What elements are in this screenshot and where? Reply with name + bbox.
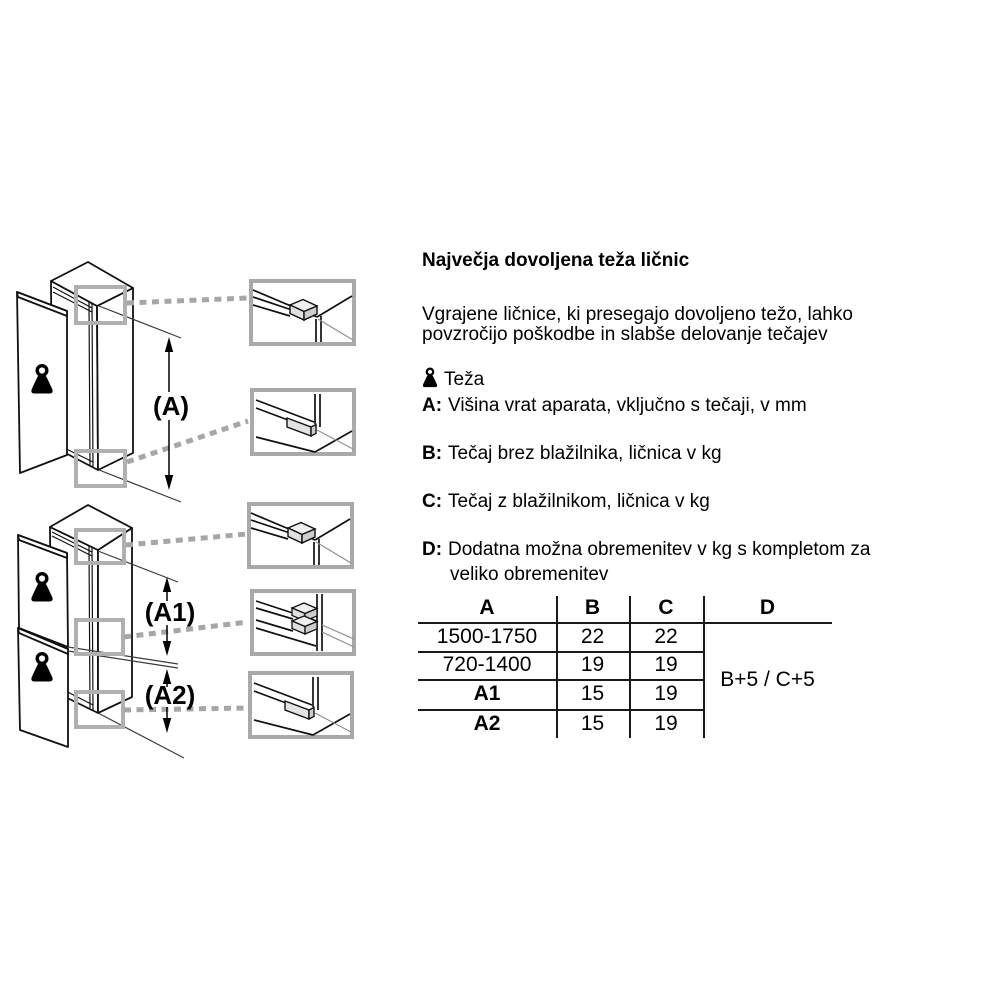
- page-title: Največja dovoljena teža ličnic: [422, 250, 690, 271]
- legend-key-c: C:: [422, 491, 443, 512]
- callout-connector-lines: [124, 298, 248, 710]
- hinge-detail-middle: [252, 591, 354, 654]
- weight-icon: [422, 367, 438, 388]
- legend-weight-label: Teža: [444, 369, 485, 390]
- table-header-rule: [418, 622, 832, 624]
- intro-text: [422, 305, 853, 345]
- table-column-rule: [556, 596, 558, 738]
- cell-c-row4: 19: [654, 712, 678, 735]
- table-row-rule: [418, 709, 703, 711]
- cell-c-row2: 19: [654, 653, 678, 676]
- legend-item-b: [422, 443, 722, 465]
- col-header-d: D: [759, 596, 776, 619]
- table-column-rule: [629, 596, 631, 738]
- door-panel-lower: [18, 628, 68, 747]
- weight-limits-table: [418, 594, 832, 740]
- table-column-rule: [703, 596, 705, 738]
- legend-key-b: B:: [422, 443, 443, 464]
- dimension-label-a2: (A2): [144, 680, 196, 710]
- col-header-c: C: [658, 596, 674, 619]
- dimension-label-a1: (A1): [144, 597, 196, 627]
- legend-text-c: Tečaj z blažilnikom, ličnica v kg: [448, 491, 710, 512]
- cell-c-row1: 22: [654, 625, 678, 648]
- legend-item-a: [422, 395, 807, 417]
- cell-a-row4: A2: [473, 712, 501, 735]
- cell-a-row1: 1500-1750: [436, 625, 538, 648]
- cell-c-row3: 19: [654, 682, 678, 705]
- cell-b-row4: 15: [580, 712, 605, 735]
- cell-d-merged: B+5 / C+5: [720, 668, 815, 691]
- legend-text-b: Tečaj brez blažilnika, ličnica v kg: [448, 443, 722, 464]
- col-header-a: A: [479, 596, 495, 619]
- legend-text-d-line2: veliko obremenitev: [450, 564, 609, 585]
- legend-item-d: [422, 539, 870, 589]
- legend-key-d: D:: [422, 539, 443, 560]
- cell-b-row1: 22: [580, 625, 605, 648]
- intro-line-1: Vgrajene ličnice, ki presegajo dovoljeno težo, lahko: [422, 304, 853, 325]
- legend-item-c: [422, 491, 710, 513]
- intro-line-2: povzročijo poškodbe in slabše delovanje tečajev: [422, 324, 828, 345]
- cell-b-row3: 15: [580, 682, 605, 705]
- dimension-label-a: (A): [152, 391, 190, 421]
- cell-b-row2: 19: [580, 653, 605, 676]
- door-weight-diagram: [0, 252, 420, 764]
- table-row-rule: [418, 651, 703, 653]
- legend-text-a: Višina vrat aparata, vključno s tečaji, v mm: [448, 395, 807, 416]
- table-row-rule: [418, 679, 703, 681]
- legend-key-a: A:: [422, 395, 443, 416]
- cell-a-row2: 720-1400: [442, 653, 532, 676]
- legend-text-d: Dodatna možna obremenitev v kg s kompletom za: [448, 539, 871, 560]
- col-header-b: B: [584, 596, 601, 619]
- legend-weight: [422, 367, 485, 393]
- cell-a-row3: A1: [473, 682, 501, 705]
